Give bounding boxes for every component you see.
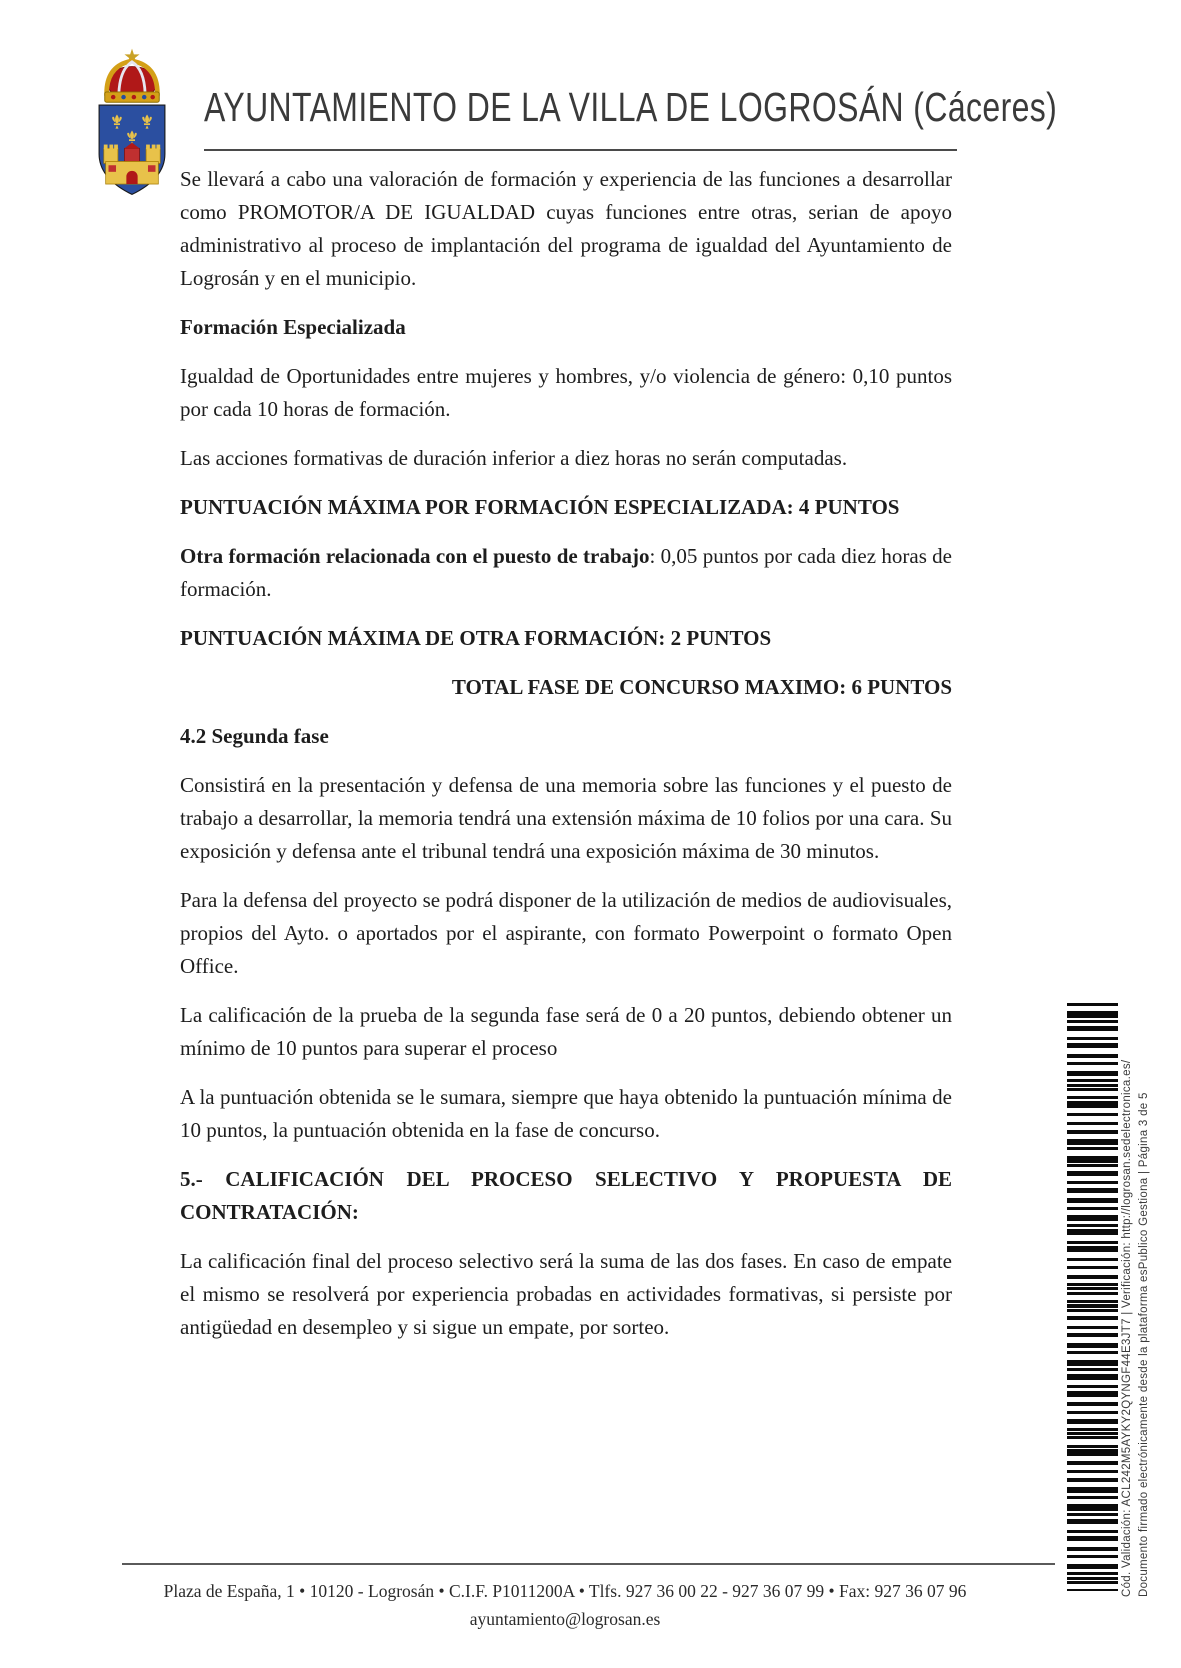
heading-segunda-fase: 4.2 Segunda fase bbox=[180, 724, 329, 748]
verification-barcode bbox=[1067, 1003, 1118, 1591]
heading-formacion-especializada: Formación Especializada bbox=[180, 315, 406, 339]
paragraph-igualdad: Igualdad de Oportunidades entre mujeres y hombres, y/o violencia de género: 0,10 puntos por cada 10 horas de formación. bbox=[180, 364, 952, 421]
title-underline bbox=[204, 149, 957, 151]
document-body bbox=[180, 163, 952, 1360]
heading-total-fase-concurso: TOTAL FASE DE CONCURSO MAXIMO: 6 PUNTOS bbox=[451, 675, 952, 699]
otra-formacion-rest: : 0,05 puntos por cada diez horas de formación. bbox=[180, 544, 952, 601]
footer-divider bbox=[122, 1563, 1055, 1565]
platform-signature-text: Documento firmado electrónicamente desde la plataforma esPublico Gestiona | Página 3 de 5 bbox=[1138, 1092, 1150, 1597]
paragraph-para-defensa: Para la defensa del proyecto se podrá disponer de la utilización de medios de audiovisuales, propios del Ayto. o aportados por el aspirante, con formato Powerpoint o formato Open Office. bbox=[180, 888, 952, 978]
paragraph-a-la-puntuacion: A la puntuación obtenida se le sumara, siempre que haya obtenido la puntuación mínima de 10 puntos, la puntuación obtenida en la fase de concurso. bbox=[180, 1085, 952, 1142]
verification-code-text: Cód. Validación: ACL242M5AYKY2QYNGF44E3JT7 | Verificación: http://logrosan.sedelectronica.es/ bbox=[1121, 1059, 1133, 1597]
paragraph-otra-formacion bbox=[180, 540, 952, 606]
otra-formacion-lead: Otra formación relacionada con el puesto de trabajo bbox=[180, 544, 650, 568]
paragraph-calificacion-final: La calificación final del proceso selectivo será la suma de las dos fases. En caso de empate el mismo se resolverá por experiencia probadas en actividades formativas, si persiste por antigüedad en desempleo y si sigue un empate, por sorteo. bbox=[180, 1249, 952, 1339]
footer-email: ayuntamiento@logrosan.es bbox=[469, 1609, 661, 1629]
page-title: AYUNTAMIENTO DE LA VILLA DE LOGROSÁN (Cáceres) bbox=[204, 84, 1058, 130]
heading-puntuacion-otra-formacion: PUNTUACIÓN MÁXIMA DE OTRA FORMACIÓN: 2 PUNTOS bbox=[180, 626, 772, 650]
paragraph-consistira: Consistirá en la presentación y defensa de una memoria sobre las funciones y el puesto de trabajo a desarrollar, la memoria tendrá una extensión máxima de 10 folios por una cara. Su exposición y defensa ante el tribunal tendrá una exposición máxima de 30 minutos. bbox=[180, 773, 952, 863]
footer-address: Plaza de España, 1 • 10120 - Logrosán • C.I.F. P1011200A • Tlfs. 927 36 00 22 - 927 36 07 99 • Fax: 927 36 07 96 bbox=[163, 1581, 967, 1601]
heading-calificacion-proceso: 5.- CALIFICACIÓN DEL PROCESO SELECTIVO Y PROPUESTA DE CONTRATACIÓN: bbox=[180, 1167, 952, 1224]
coat-of-arms-icon bbox=[85, 46, 179, 198]
verification-sidebar bbox=[1119, 1025, 1155, 1597]
paragraph-intro: Se llevará a cabo una valoración de formación y experiencia de las funciones a desarrollar como PROMOTOR/A DE IGUALDAD cuyas funciones entre otras, serian de apoyo administrativo al proceso de implantación del programa de igualdad del Ayuntamiento de Logrosán y en el municipio. bbox=[180, 167, 952, 290]
heading-puntuacion-especializada: PUNTUACIÓN MÁXIMA POR FORMACIÓN ESPECIALIZADA: 4 PUNTOS bbox=[180, 495, 900, 519]
paragraph-calificacion-prueba: La calificación de la prueba de la segunda fase será de 0 a 20 puntos, debiendo obtener un mínimo de 10 puntos para superar el proceso bbox=[180, 1003, 952, 1060]
paragraph-acciones-formativas: Las acciones formativas de duración inferior a diez horas no serán computadas. bbox=[180, 446, 848, 470]
